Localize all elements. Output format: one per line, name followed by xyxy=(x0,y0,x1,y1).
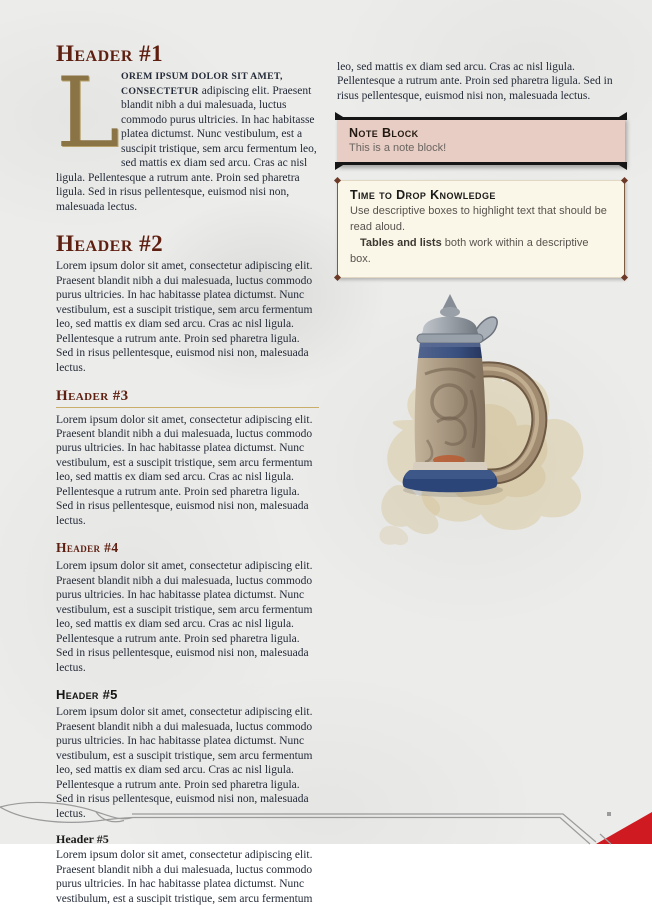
diamond-corner-icon xyxy=(621,274,628,281)
left-column xyxy=(56,36,319,906)
heading-2: Header #2 xyxy=(56,230,164,256)
heading-4: Header #4 xyxy=(56,540,119,556)
bold-lead: Tables and lists xyxy=(360,237,442,250)
line-rest: both work within a descriptive box. xyxy=(350,237,589,266)
paragraph-text: adipiscing elit. Praesent blandit nibh a dui malesuada, luctus commodo purus ultricies. In hac habitasse platea dictumst. Nunc vestibulum, est a suscipit tristique, sem arcu fermentum leo, sed mattis ex diam sed arcu. Cras ac nisl ligula. Pellentesque a rutrum ante. Proin sed pharetra ligula. Sed in risus pellentesque, euismod nisi non, malesuada lectus. xyxy=(56,84,317,213)
heading-6: Header #5 xyxy=(56,832,109,847)
paragraph-dropcap xyxy=(56,57,319,214)
descriptive-box-title: Time to Drop Knowledge xyxy=(350,188,496,203)
diamond-corner-icon xyxy=(334,274,341,281)
corner-red-triangle-icon xyxy=(596,812,652,844)
note-block xyxy=(337,117,625,165)
double-rule-line xyxy=(132,814,611,844)
descriptive-box-line: Use descriptive boxes to highlight text that should be read aloud. xyxy=(350,205,607,234)
drop-cap-letter: L xyxy=(56,57,120,170)
beer-stein-image xyxy=(365,290,595,550)
paragraph: Lorem ipsum dolor sit amet, consectetur adipiscing elit. Praesent blandit nibh a dui malesuada, luctus commodo purus ultricies. In hac habitasse platea dictumst. Nunc vestibulum, est a suscipit tristique, sem arcu fermentum leo, sed mattis ex diam sed arcu. Cras ac nisl ligula. Pellentesque a rutrum ante. Proin sed pharetra ligula. Sed in risus pellentesque, euismod nisi non, malesuada lectus. xyxy=(56,560,313,674)
paragraph: Lorem ipsum dolor sit amet, consectetur adipiscing elit. Praesent blandit nibh a dui malesuada, luctus commodo purus ultricies. In hac habitasse platea dictumst. Nunc vestibulum, est a suscipit tristique, sem arcu fermentum leo, sed mattis ex diam sed arcu. Cras ac nisl ligula. Pellentesque a rutrum ante. Proin sed pharetra ligula. Sed in risus pellentesque, euismod nisi non, malesuada lectus. xyxy=(56,706,313,820)
descriptive-box xyxy=(337,180,625,278)
note-block-body: This is a note block! xyxy=(349,142,447,155)
paragraph: Lorem ipsum dolor sit amet, consectetur adipiscing elit. Praesent blandit nibh a dui malesuada, luctus commodo purus ultricies. In hac habitasse platea dictumst. Nunc vestibulum, est a suscipit tristique, sem arcu fermentum leo, sed mattis ex diam sed arcu. Cras ac nisl ligula. Pellentesque a rutrum ante. Proin sed pharetra ligula. Sed in risus pellentesque, euismod nisi non, malesuada lectus. xyxy=(56,413,313,527)
ribbon-corner-icon xyxy=(335,112,348,120)
descriptive-box-line xyxy=(350,236,612,268)
footer-ornament xyxy=(0,800,652,844)
ribbon-corner-icon xyxy=(614,112,627,120)
heading-3: Header #3 xyxy=(56,388,319,408)
square-dot-icon xyxy=(607,812,611,816)
heading-5: Header #5 xyxy=(56,687,118,703)
paragraph-truncated: Lorem ipsum dolor sit amet, consectetur adipiscing elit. Praesent blandit nibh a dui malesuada, luctus commodo purus ultricies. In hac habitasse platea dictumst. Nunc vestibulum, est a suscipit tristique, sem arcu fermentum xyxy=(56,849,313,905)
ribbon-corner-icon xyxy=(614,162,627,170)
diamond-corner-icon xyxy=(334,177,341,184)
paragraph: Lorem ipsum dolor sit amet, consectetur adipiscing elit. Praesent blandit nibh a dui malesuada, luctus commodo purus ultricies. In hac habitasse platea dictumst. Nunc vestibulum, est a suscipit tristique, sem arcu fermentum leo, sed mattis ex diam sed arcu. Cras ac nisl ligula. Pellentesque a rutrum ante. Proin sed pharetra ligula. Sed in risus pellentesque, euismod nisi non, malesuada lectus. xyxy=(56,260,313,374)
leaf-flourish-icon xyxy=(0,802,134,822)
heading-1: Header #1 xyxy=(56,41,164,66)
right-column xyxy=(337,60,625,278)
note-block-title: Note Block xyxy=(349,126,419,141)
beer-stein-illustration xyxy=(365,290,595,550)
lead-small-caps: OREM IPSUM DOLOR SIT AMET, CONSECTETUR xyxy=(121,71,283,97)
ribbon-corner-icon xyxy=(335,162,348,170)
diamond-corner-icon xyxy=(621,177,628,184)
paragraph-continuation: leo, sed mattis ex diam sed arcu. Cras ac nisl ligula. Pellentesque a rutrum ante. Proin sed pharetra ligula. Sed in risus pellentesque, euismod nisi non, malesuada lectus. xyxy=(337,61,613,102)
